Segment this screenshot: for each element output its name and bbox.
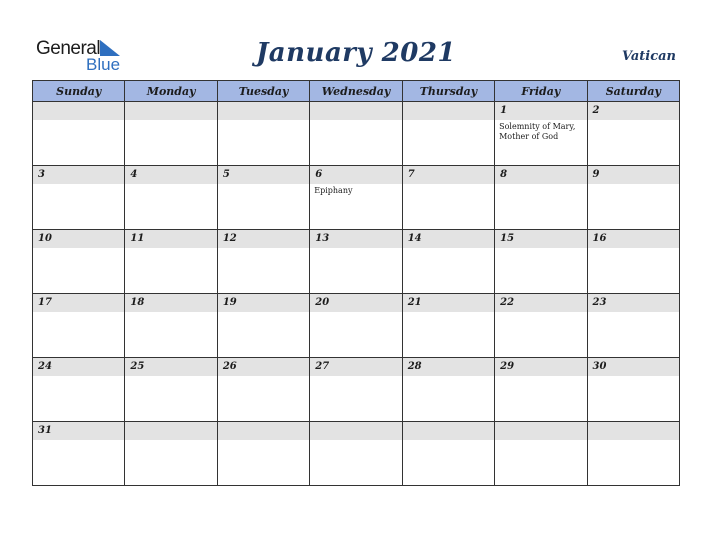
week-row <box>33 102 680 166</box>
day-number-band <box>588 294 679 312</box>
day-cell <box>587 358 679 422</box>
day-number-band <box>218 166 309 184</box>
day-number-band <box>33 102 124 120</box>
day-cell <box>125 358 217 422</box>
day-number: 23 <box>592 297 607 308</box>
logo-blue-text: Blue <box>86 55 121 74</box>
day-number-band <box>588 422 679 440</box>
day-cell <box>587 294 679 358</box>
day-number: 2 <box>592 105 600 116</box>
day-number: 16 <box>592 233 607 244</box>
day-number-band <box>218 102 309 120</box>
day-number: 15 <box>500 233 515 244</box>
day-number-band <box>588 166 679 184</box>
day-cell <box>495 422 587 486</box>
day-number-band <box>125 230 216 248</box>
day-cell <box>495 294 587 358</box>
day-cell <box>217 294 309 358</box>
day-cell <box>310 294 402 358</box>
day-number-band <box>310 358 401 376</box>
day-number-band <box>495 230 586 248</box>
day-number-band <box>218 358 309 376</box>
day-number-band <box>125 422 216 440</box>
day-number: 22 <box>500 297 515 308</box>
holiday-label: Solemnity of Mary, Mother of God <box>499 122 576 141</box>
day-cell <box>33 102 125 166</box>
calendar-title: January 2021 <box>255 38 457 68</box>
day-number: 7 <box>407 169 415 180</box>
day-number-band <box>310 166 401 184</box>
day-number: 28 <box>407 361 422 372</box>
logo-general-text: General <box>36 38 101 59</box>
day-number: 27 <box>315 361 330 372</box>
weekday-header: Sunday <box>33 81 125 102</box>
day-cell <box>587 166 679 230</box>
day-cell <box>587 230 679 294</box>
week-row <box>33 422 680 486</box>
day-cell <box>33 230 125 294</box>
day-cell <box>125 102 217 166</box>
day-number-band <box>218 294 309 312</box>
day-number-band <box>403 230 494 248</box>
day-cell <box>402 230 494 294</box>
day-cell <box>310 422 402 486</box>
day-number: 10 <box>38 233 52 244</box>
day-number: 31 <box>38 425 52 436</box>
day-cell <box>495 102 587 166</box>
day-number: 29 <box>500 361 515 372</box>
country-label: Vatican <box>621 49 676 64</box>
holiday-label: Epiphany <box>314 186 353 195</box>
weekday-header: Thursday <box>402 81 494 102</box>
day-number-band <box>403 166 494 184</box>
day-cell <box>217 166 309 230</box>
weekday-header: Saturday <box>587 81 679 102</box>
day-number-band <box>588 230 679 248</box>
day-cell <box>125 230 217 294</box>
day-number-band <box>310 294 401 312</box>
day-number-band <box>403 294 494 312</box>
day-cell <box>402 166 494 230</box>
day-number: 17 <box>38 297 52 308</box>
day-number: 26 <box>222 361 237 372</box>
day-number: 11 <box>130 233 145 244</box>
day-cell <box>310 230 402 294</box>
day-number: 1 <box>500 105 508 116</box>
day-number-band <box>403 102 494 120</box>
day-cell <box>33 294 125 358</box>
weekday-header-row <box>33 81 680 102</box>
day-number-band <box>33 422 124 440</box>
day-number: 3 <box>38 169 45 180</box>
day-number: 20 <box>315 297 330 308</box>
day-cell <box>125 422 217 486</box>
day-cell <box>33 166 125 230</box>
weekday-header: Monday <box>125 81 217 102</box>
day-number-band <box>125 102 216 120</box>
day-cell <box>402 422 494 486</box>
week-row <box>33 358 680 422</box>
day-cell <box>495 166 587 230</box>
day-number: 12 <box>222 233 237 244</box>
day-number-band <box>495 166 586 184</box>
day-cell <box>495 230 587 294</box>
day-number-band <box>218 230 309 248</box>
day-number-band <box>310 102 401 120</box>
day-number: 6 <box>315 169 323 180</box>
day-number: 21 <box>407 297 422 308</box>
day-cell <box>33 422 125 486</box>
day-cell <box>587 102 679 166</box>
day-number-band <box>218 422 309 440</box>
day-number: 13 <box>315 233 330 244</box>
day-cell <box>587 422 679 486</box>
day-number: 19 <box>222 297 237 308</box>
day-number: 24 <box>38 361 52 372</box>
day-number-band <box>495 422 586 440</box>
week-row <box>33 166 680 230</box>
week-row <box>33 230 680 294</box>
day-cell <box>217 102 309 166</box>
day-number-band <box>403 422 494 440</box>
day-cell <box>217 230 309 294</box>
day-number-band <box>495 294 586 312</box>
day-number: 8 <box>500 169 508 180</box>
day-number: 14 <box>407 233 422 244</box>
day-number-band <box>495 358 586 376</box>
day-number-band <box>588 358 679 376</box>
day-number-band <box>33 166 124 184</box>
weekday-header: Tuesday <box>217 81 309 102</box>
day-cell <box>495 358 587 422</box>
day-cell <box>125 294 217 358</box>
day-cell <box>33 358 125 422</box>
weekday-header: Wednesday <box>310 81 402 102</box>
day-number: 25 <box>130 361 145 372</box>
day-number: 5 <box>222 169 230 180</box>
day-cell <box>217 358 309 422</box>
day-number-band <box>310 230 401 248</box>
day-number: 4 <box>130 169 138 180</box>
day-number-band <box>125 358 216 376</box>
day-number: 9 <box>592 169 600 180</box>
day-number-band <box>33 358 124 376</box>
week-row <box>33 294 680 358</box>
day-number: 18 <box>130 297 145 308</box>
day-number-band <box>495 102 586 120</box>
day-cell <box>125 166 217 230</box>
day-cell <box>402 358 494 422</box>
weekday-header: Friday <box>495 81 587 102</box>
day-number-band <box>125 294 216 312</box>
day-cell <box>402 102 494 166</box>
day-number-band <box>588 102 679 120</box>
day-number-band <box>33 230 124 248</box>
calendar-grid <box>32 80 680 486</box>
day-cell <box>310 166 402 230</box>
day-number-band <box>125 166 216 184</box>
day-number-band <box>33 294 124 312</box>
day-cell <box>402 294 494 358</box>
day-number-band <box>403 358 494 376</box>
day-cell <box>310 358 402 422</box>
day-cell <box>217 422 309 486</box>
day-number: 30 <box>592 361 607 372</box>
day-number-band <box>310 422 401 440</box>
day-cell <box>310 102 402 166</box>
